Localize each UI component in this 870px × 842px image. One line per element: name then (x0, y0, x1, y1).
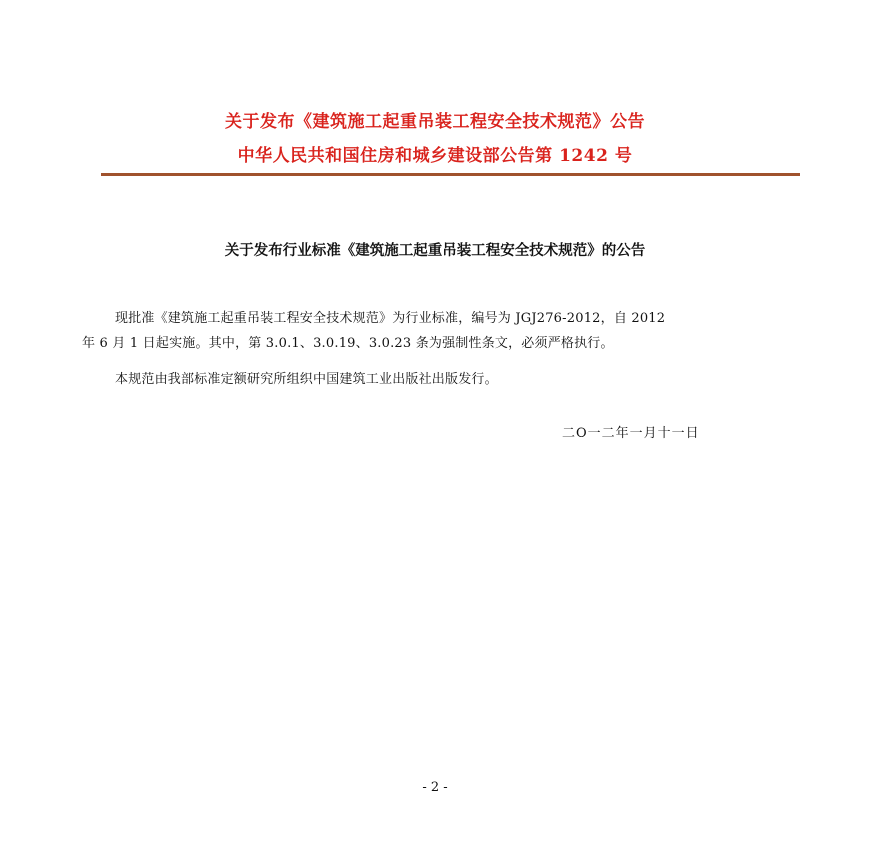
document-heading: 关于发布行业标准《建筑施工起重吊装工程安全技术规范》的公告 (224, 242, 646, 259)
announcement-title: 关于发布《建筑施工起重吊装工程安全技术规范》公告 (225, 112, 645, 132)
body-paragraph-1-line-1: 现批准《建筑施工起重吊装工程安全技术规范》为行业标准，编号为 JGJ276-2012，自 2012 (115, 311, 666, 326)
body-paragraph-1-line-2: 年 6 月 1 日起实施。其中，第 3.0.1、3.0.19、3.0.23 条为强制性条文，必须严格执行。 (82, 336, 614, 351)
announcement-number: 中华人民共和国住房和城乡建设部公告第 1242 号 (237, 146, 633, 166)
page-number: - 2 - (422, 780, 448, 795)
body-paragraph-2: 本规范由我部标准定额研究所组织中国建筑工业出版社出版发行。 (115, 372, 498, 387)
issue-date: 二O一二年一月十一日 (562, 426, 700, 441)
header-divider (101, 173, 800, 176)
